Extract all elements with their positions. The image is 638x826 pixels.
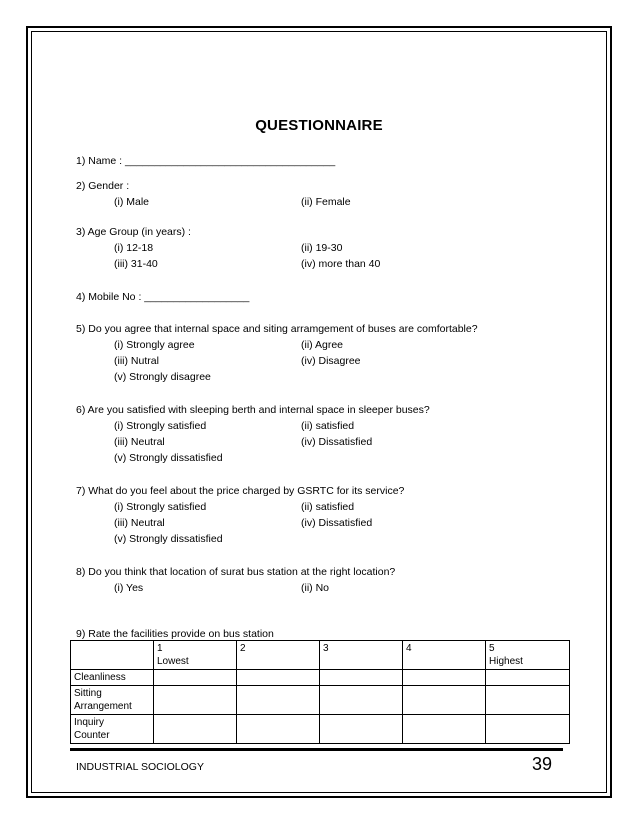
option: (ii) Female <box>301 196 351 208</box>
option: (iii) 31-40 <box>114 258 158 270</box>
question-rating: 9) Rate the facilities provide on bus station <box>76 628 274 640</box>
rating-cell[interactable] <box>237 715 320 744</box>
option: (i) Strongly agree <box>114 339 195 351</box>
table-row <box>71 670 570 686</box>
option: (ii) satisfied <box>301 501 355 513</box>
table-header-cell <box>154 641 237 670</box>
row-label: Cleanliness <box>71 670 154 686</box>
table-header-cell: 4 <box>403 641 486 670</box>
rating-cell[interactable] <box>237 686 320 715</box>
rating-cell[interactable] <box>154 686 237 715</box>
row-label-line: Inquiry <box>74 717 105 728</box>
row-label <box>71 715 154 744</box>
question-price: 7) What do you feel about the price charged by GSRTC for its service? <box>76 485 405 497</box>
table-header-row <box>71 641 570 670</box>
row-label-line: Arrangement <box>74 701 132 712</box>
rating-highest: Highest <box>489 656 523 667</box>
rating-cell[interactable] <box>320 686 403 715</box>
rating-cell[interactable] <box>486 686 570 715</box>
rating-cell[interactable] <box>486 670 570 686</box>
page-title: QUESTIONNAIRE <box>255 117 383 134</box>
rating-cell[interactable] <box>154 670 237 686</box>
table-row <box>71 686 570 715</box>
rating-cell[interactable] <box>154 715 237 744</box>
option: (i) Male <box>114 196 150 208</box>
rating-lowest: Lowest <box>157 656 189 667</box>
rating-cell[interactable] <box>403 670 486 686</box>
option: (iv) more than 40 <box>301 258 381 270</box>
table-cell <box>71 641 154 670</box>
footer-divider <box>70 748 563 751</box>
rating-cell[interactable] <box>237 670 320 686</box>
rating-cell[interactable] <box>403 686 486 715</box>
option: (ii) Agree <box>301 339 344 351</box>
rating-cell[interactable] <box>320 715 403 744</box>
option: (iii) Nutral <box>114 355 159 367</box>
table-header-cell <box>486 641 570 670</box>
option: (iv) Dissatisfied <box>301 436 373 448</box>
option: (ii) satisfied <box>301 420 355 432</box>
rating-table <box>70 640 570 744</box>
option: (ii) No <box>301 582 329 594</box>
option: (i) Yes <box>114 582 144 594</box>
option: (iii) Neutral <box>114 517 165 529</box>
question-space: 5) Do you agree that internal space and siting arramgement of buses are comfortable? <box>76 323 478 335</box>
question-location: 8) Do you think that location of surat bus station at the right location? <box>76 566 396 578</box>
table-header-cell: 3 <box>320 641 403 670</box>
table-row <box>71 715 570 744</box>
rating-cell[interactable] <box>486 715 570 744</box>
question-gender: 2) Gender : <box>76 180 130 192</box>
option: (ii) 19-30 <box>301 242 343 254</box>
question-sleeper: 6) Are you satisfied with sleeping berth and internal space in sleeper buses? <box>76 404 430 416</box>
option: (iv) Dissatisfied <box>301 517 373 529</box>
row-label-line: Counter <box>74 730 110 741</box>
question-mobile: 4) Mobile No : __________________ <box>76 291 250 303</box>
option: (iii) Neutral <box>114 436 165 448</box>
option: (v) Strongly dissatisfied <box>114 533 223 545</box>
row-label-line: Sitting <box>74 688 102 699</box>
option: (i) Strongly satisfied <box>114 501 207 513</box>
rating-1: 1 <box>157 643 163 654</box>
option: (v) Strongly disagree <box>114 371 211 383</box>
row-label <box>71 686 154 715</box>
page-number: 39 <box>532 754 553 774</box>
table-header-cell: 2 <box>237 641 320 670</box>
option: (i) 12-18 <box>114 242 154 254</box>
rating-cell[interactable] <box>320 670 403 686</box>
question-name: 1) Name : ____________________________________ <box>76 155 336 167</box>
question-age-group: 3) Age Group (in years) : <box>76 226 191 238</box>
option: (iv) Disagree <box>301 355 361 367</box>
option: (v) Strongly dissatisfied <box>114 452 223 464</box>
option: (i) Strongly satisfied <box>114 420 207 432</box>
rating-5: 5 <box>489 643 495 654</box>
rating-cell[interactable] <box>403 715 486 744</box>
footer-title: INDUSTRIAL SOCIOLOGY <box>76 761 204 773</box>
